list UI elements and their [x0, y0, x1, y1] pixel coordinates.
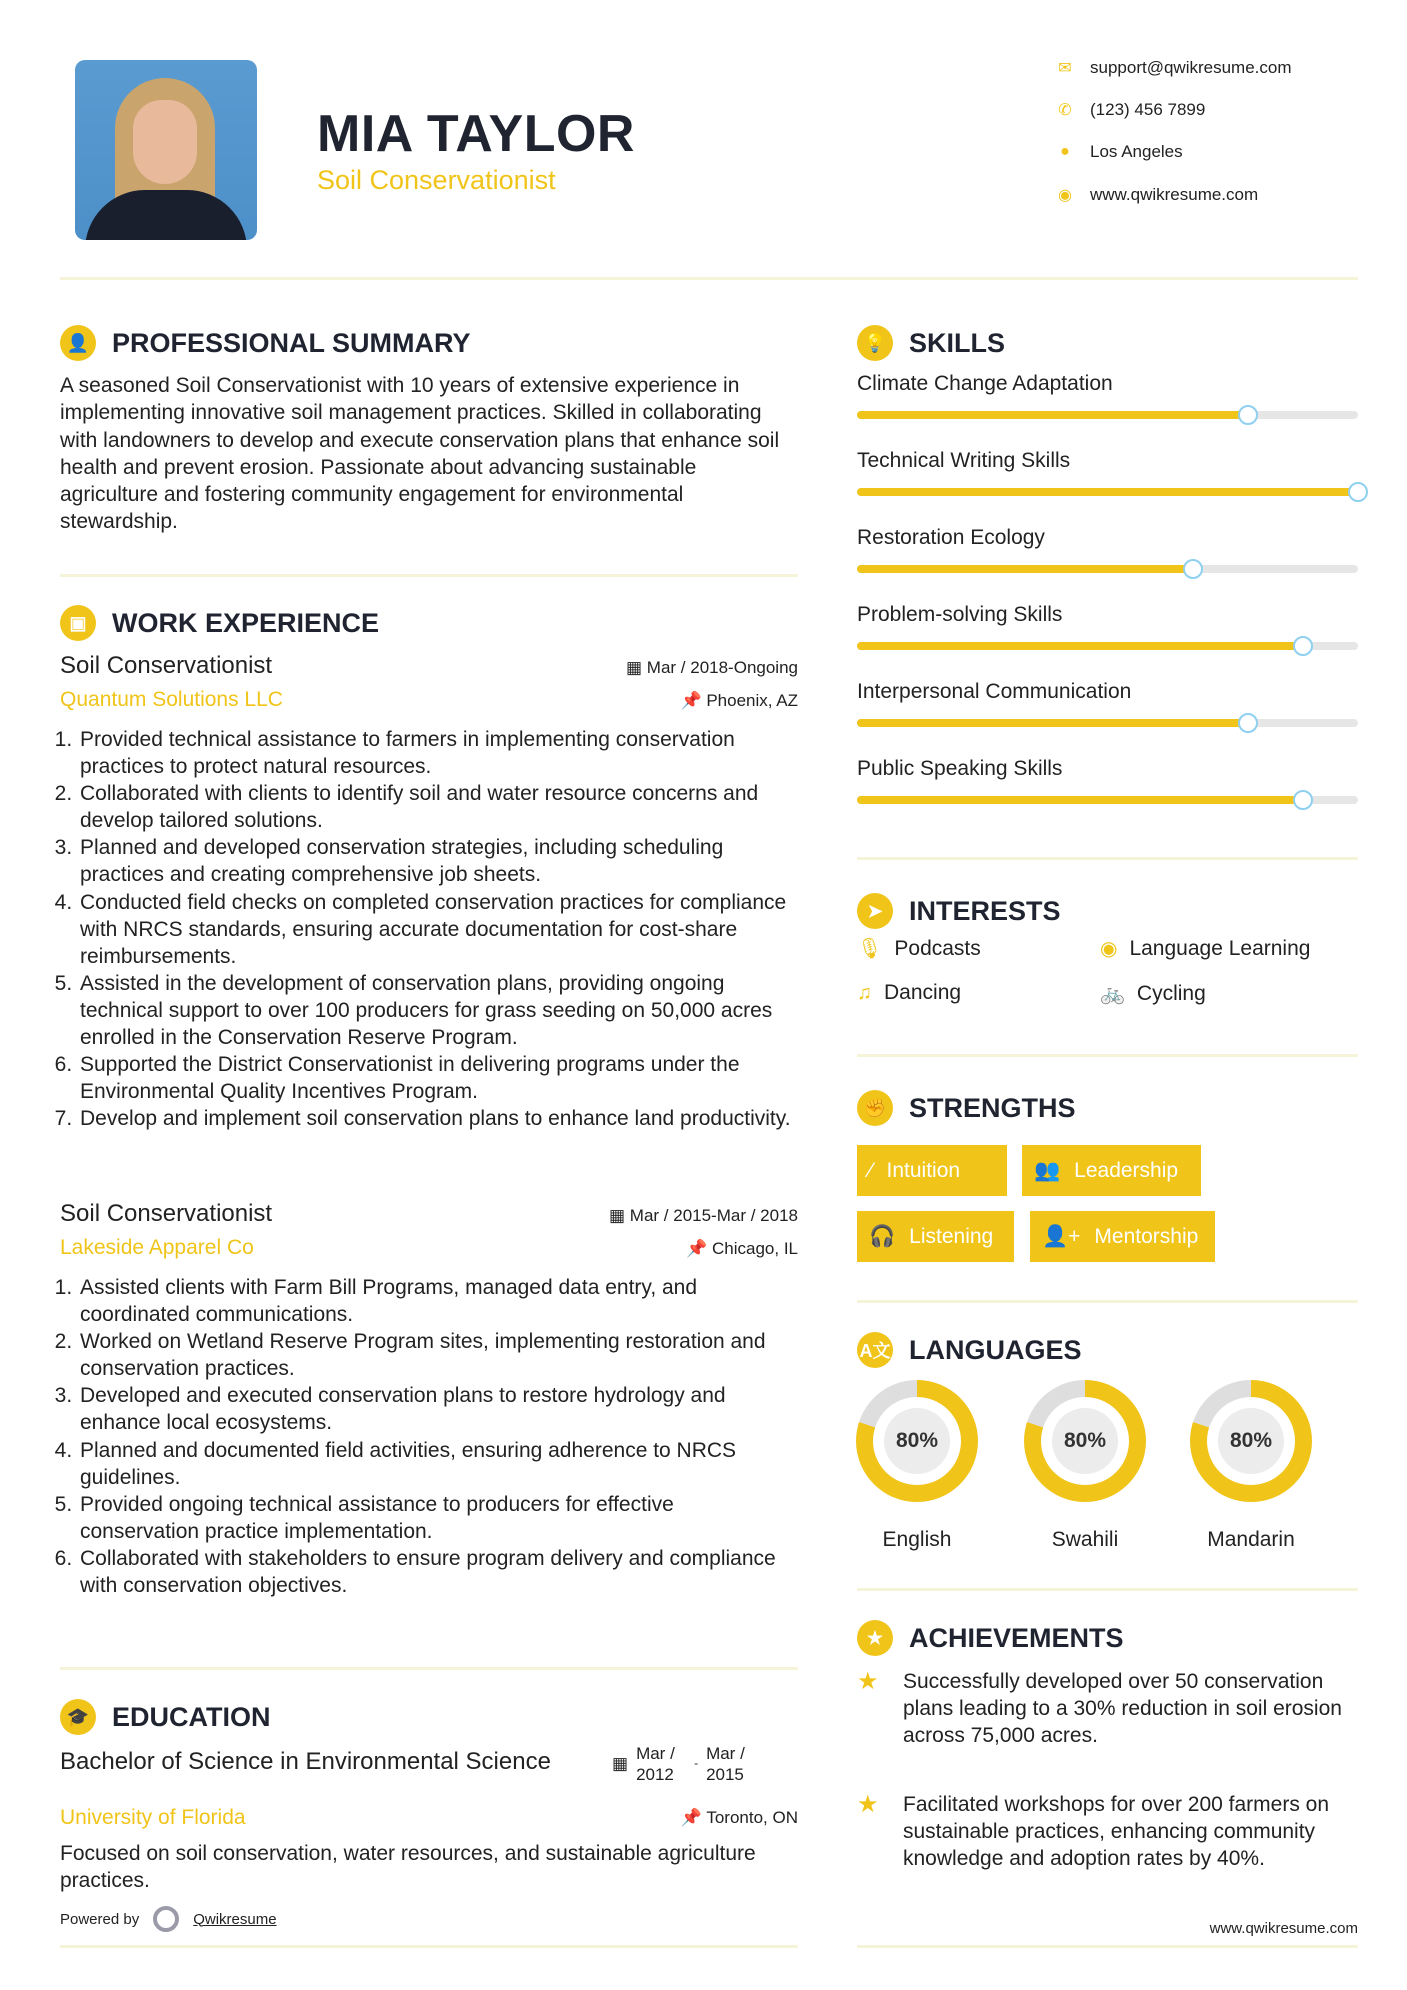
skill-label: Problem-solving Skills [857, 603, 1063, 626]
phone-icon: ✆ [1058, 102, 1072, 119]
skill-item [857, 449, 1358, 496]
star-icon: ★ [857, 1668, 879, 1695]
location-text: Chicago, IL [712, 1239, 798, 1258]
fist-icon: ✊ [857, 1090, 893, 1126]
skill-bar-fill [857, 796, 1303, 804]
skill-label: Interpersonal Communication [857, 680, 1132, 703]
headphones-icon: 🎧 [869, 1224, 896, 1248]
list-item: 6. Collaborated with stakeholders to ensure program delivery and compliance with conservation objectives. [78, 1545, 798, 1599]
job-duties [60, 726, 798, 1132]
end-date: Mar / 2015 [706, 1744, 745, 1784]
heading-text: PROFESSIONAL SUMMARY [112, 327, 471, 358]
languages-heading [857, 1332, 1082, 1368]
skill-bar-knob [1238, 713, 1258, 733]
degree-title: Bachelor of Science in Environmental Science [60, 1748, 551, 1775]
achievement-item [857, 1791, 1358, 1872]
contact-website [1056, 185, 1258, 205]
profile-photo [75, 60, 257, 240]
divider [857, 1300, 1358, 1303]
contact-location [1056, 142, 1183, 162]
divider [60, 1667, 798, 1670]
language-label: Swahili [1051, 1528, 1119, 1551]
skill-item [857, 526, 1358, 573]
interest-dancing [857, 981, 961, 1005]
job-entry [60, 652, 798, 1132]
divider [857, 1054, 1358, 1057]
achievement-item [857, 1668, 1358, 1749]
translate-icon: A文 [857, 1332, 893, 1368]
language-ring [856, 1380, 978, 1502]
strengths-heading [857, 1090, 1076, 1126]
lightbulb-icon: 💡 [857, 325, 893, 361]
interest-language-learning [1100, 936, 1310, 961]
strength-label: Mentorship [1094, 1224, 1199, 1248]
skill-label: Climate Change Adaptation [857, 372, 1113, 395]
language-ring [1190, 1380, 1312, 1502]
skill-bar [857, 796, 1358, 804]
skills-heading [857, 325, 1005, 361]
skill-label: Technical Writing Skills [857, 449, 1071, 472]
list-item: 6. Supported the District Conservationist in delivering programs under the Environmental Quality Incentives Program. [78, 1051, 798, 1105]
envelope-icon: ✉ [1058, 60, 1072, 77]
job-date [626, 658, 798, 678]
divider [857, 1945, 1358, 1948]
star-icon: ★ [857, 1620, 893, 1656]
contact-email [1056, 58, 1292, 78]
list-item: 3. Planned and developed conservation strategies, including scheduling practices and creating comprehensive job sheets. [78, 834, 798, 888]
heading-text: INTERESTS [909, 895, 1061, 926]
language-item [1024, 1380, 1146, 1552]
list-item: 1. Assisted clients with Farm Bill Programs, managed data entry, and coordinated communications. [78, 1274, 798, 1328]
list-item: 1. Provided technical assistance to farmers in implementing conservation practices to protect natural resources. [78, 726, 798, 780]
divider [60, 574, 798, 577]
skill-label: Public Speaking Skills [857, 757, 1063, 780]
language-percent: 80% [1052, 1408, 1118, 1474]
strength-badge [857, 1145, 1007, 1196]
globe-icon: ◉ [1058, 187, 1072, 204]
heading-text: STRENGTHS [909, 1092, 1076, 1123]
powered-by [60, 1906, 277, 1932]
divider [60, 277, 1358, 280]
skill-item [857, 372, 1358, 419]
powered-by-text: Powered by [60, 1910, 140, 1928]
strength-label: Listening [909, 1224, 994, 1248]
map-pin-icon: ● [1060, 143, 1070, 160]
users-icon: 👥 [1034, 1158, 1061, 1182]
interest-label: Language Learning [1129, 936, 1311, 960]
skill-bar-fill [857, 642, 1303, 650]
list-item: 2. Collaborated with clients to identify soil and water resource concerns and develop tailored solutions. [78, 780, 798, 834]
contact-text: Los Angeles [1090, 142, 1183, 161]
calendar-icon: ▦ [612, 1754, 629, 1773]
interest-label: Dancing [884, 981, 962, 1004]
job-duties [60, 1274, 798, 1599]
divider [60, 1945, 798, 1948]
job-location [680, 691, 798, 711]
date-text: Mar / 2015-Mar / 2018 [629, 1206, 798, 1225]
user-plus-icon: 👤+ [1042, 1224, 1081, 1248]
skill-bar [857, 642, 1358, 650]
skill-bar [857, 488, 1358, 496]
strength-label: Intuition [886, 1158, 961, 1182]
divider [857, 1588, 1358, 1591]
graduate-icon: 🎓 [60, 1699, 96, 1735]
brand-link[interactable]: Qwikresume [193, 1910, 277, 1928]
contact-text: (123) 456 7899 [1090, 100, 1206, 119]
location-text: Phoenix, AZ [706, 691, 798, 710]
candidate-title: Soil Conservationist [317, 165, 556, 195]
skill-bar-knob [1238, 405, 1258, 425]
pin-icon: 📌 [686, 1239, 712, 1258]
interest-podcasts [857, 936, 981, 961]
list-item: 4. Planned and documented field activities, ensuring adherence to NRCS guidelines. [78, 1437, 798, 1491]
job-title: Soil Conservationist [60, 1200, 273, 1227]
date-text: Mar / 2018-Ongoing [646, 658, 798, 677]
globe-icon: ◉ [1100, 938, 1118, 960]
skill-label: Restoration Ecology [857, 526, 1045, 549]
language-label: English [882, 1528, 952, 1551]
list-item: 5. Assisted in the development of conservation plans, providing ongoing technical support to over 100 producers for grass seeding on 50,000 acres enrolled in the Conservation Reserve Program. [78, 970, 798, 1051]
job-entry [60, 1200, 798, 1599]
achievement-text: Successfully developed over 50 conservation plans leading to a 30% reduction in soil erosion across 75,000 acres. [903, 1670, 1342, 1747]
music-icon: ♫ [857, 981, 872, 1004]
calendar-icon: ▦ [609, 1206, 630, 1225]
skill-bar-knob [1293, 790, 1313, 810]
language-item [1190, 1380, 1312, 1552]
qwikresume-logo-icon [153, 1906, 179, 1932]
heading-text: WORK EXPERIENCE [112, 607, 380, 638]
language-percent: 80% [884, 1408, 950, 1474]
heading-text: SKILLS [909, 327, 1006, 358]
job-title: Soil Conservationist [60, 652, 273, 679]
skill-bar-knob [1183, 559, 1203, 579]
heading-text: LANGUAGES [909, 1334, 1082, 1365]
calendar-icon: ▦ [626, 658, 647, 677]
strength-badge [1030, 1211, 1215, 1262]
list-item: 5. Provided ongoing technical assistance to producers for effective conservation practice implementation. [78, 1491, 798, 1545]
paper-plane-icon: ➤ [857, 893, 893, 929]
microphone-icon: 🎙 [857, 938, 883, 960]
user-icon: 👤 [60, 325, 96, 361]
job-location [686, 1239, 798, 1259]
strength-label: Leadership [1074, 1158, 1179, 1182]
skill-bar-knob [1293, 636, 1313, 656]
language-item [856, 1380, 978, 1552]
summary-text: A seasoned Soil Conservationist with 10 years of extensive experience in implementing innovative soil management practices. Skilled in collaborating with landowners to develop and execute conservation plans that enhance soil health and prevent erosion. Passionate about advancing sustainable agriculture and fostering community engagement for environmental stewardship. [60, 374, 780, 534]
list-item: 7. Develop and implement soil conservation plans to enhance land productivity. [78, 1105, 798, 1132]
company-name: Quantum Solutions LLC [60, 688, 283, 711]
magic-wand-icon: ⁄ [869, 1158, 873, 1182]
skill-bar [857, 411, 1358, 419]
footer-website: www.qwikresume.com [1209, 1920, 1358, 1937]
interests-heading [857, 893, 1061, 929]
skill-bar-fill [857, 565, 1193, 573]
interest-cycling [1100, 981, 1206, 1006]
contact-text: support@qwikresume.com [1090, 58, 1292, 77]
achievement-text: Facilitated workshops for over 200 farmers on sustainable practices, enhancing community knowledge and adoption rates by 40%. [903, 1793, 1330, 1870]
contact-phone [1056, 100, 1205, 120]
language-ring [1024, 1380, 1146, 1502]
skill-item [857, 757, 1358, 804]
list-item: 3. Developed and executed conservation plans to restore hydrology and enhance local ecosystems. [78, 1382, 798, 1436]
candidate-name: MIA TAYLOR [317, 105, 635, 163]
list-item: 2. Worked on Wetland Reserve Program sites, implementing restoration and conservation practices. [78, 1328, 798, 1382]
pin-icon: 📌 [680, 1808, 707, 1827]
star-icon: ★ [857, 1791, 879, 1818]
language-percent: 80% [1218, 1408, 1284, 1474]
briefcase-icon: ▣ [60, 605, 96, 641]
school-name: University of Florida [60, 1806, 246, 1829]
contact-text: www.qwikresume.com [1090, 185, 1259, 204]
heading-text: ACHIEVEMENTS [909, 1622, 1124, 1653]
strength-badge [1022, 1145, 1201, 1196]
skill-bar-fill [857, 488, 1358, 496]
skill-bar [857, 719, 1358, 727]
summary-heading [60, 325, 471, 361]
list-item: 4. Conducted field checks on completed conservation practices for compliance with NRCS standards, ensuring accurate documentation for cost-share reimbursements. [78, 889, 798, 970]
skill-bar [857, 565, 1358, 573]
education-description: Focused on soil conservation, water resources, and sustainable agriculture practices. [60, 1842, 756, 1893]
skill-bar-fill [857, 719, 1248, 727]
date-separator: - [694, 1756, 699, 1770]
skill-bar-fill [857, 411, 1248, 419]
education-dates [612, 1743, 756, 1785]
job-date [609, 1206, 798, 1226]
divider [857, 857, 1358, 860]
heading-text: EDUCATION [112, 1701, 271, 1732]
language-label: Mandarin [1207, 1528, 1295, 1551]
strength-badge [857, 1211, 1014, 1262]
interest-label: Cycling [1136, 981, 1206, 1005]
pin-icon: 📌 [680, 691, 707, 710]
school-location [672, 1808, 798, 1828]
interest-label: Podcasts [894, 936, 981, 960]
skill-item [857, 603, 1358, 650]
achievements-heading [857, 1620, 1124, 1656]
location-text: Toronto, ON [706, 1808, 798, 1827]
company-name: Lakeside Apparel Co [60, 1236, 254, 1259]
skill-item [857, 680, 1358, 727]
work-heading [60, 605, 379, 641]
education-heading [60, 1699, 271, 1735]
start-date: Mar / 2012 [636, 1744, 675, 1784]
skill-bar-knob [1348, 482, 1368, 502]
bicycle-icon: 🚲 [1100, 983, 1125, 1005]
